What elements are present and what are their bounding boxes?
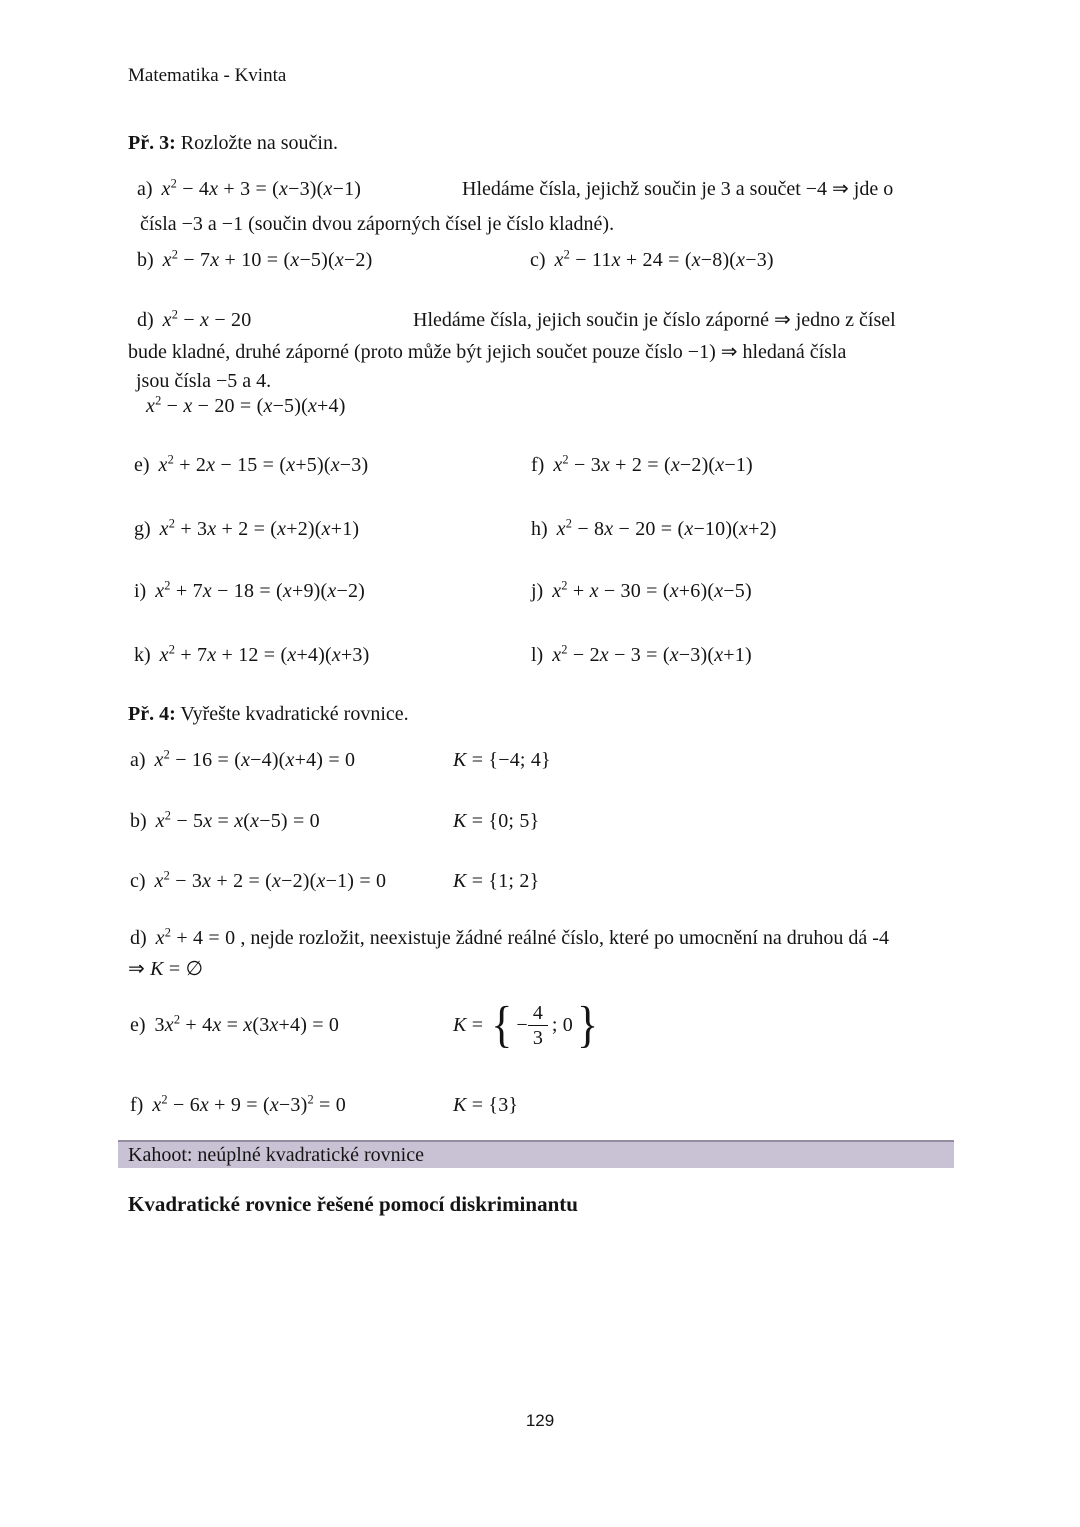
ex3-item-i-formula: $x^2 + 7x - 18 = (x+9)(x-2)$ bbox=[155, 578, 366, 602]
ex4-item-d-note: , nejde rozložit, neexistuje žádné reálné číslo, které po umocnění na druhou dá -4 bbox=[240, 927, 889, 949]
ex3-item-k-label: k) bbox=[134, 644, 151, 666]
ex4-item-e-k-suffix: ; 0 bbox=[551, 1013, 574, 1036]
ex3-item-i-label: i) bbox=[134, 580, 147, 602]
ex3-item-c-formula: $x^2 - 11x + 24 = (x-8)(x-3)$ bbox=[554, 247, 774, 271]
ex4-item-e-label: e) bbox=[130, 1014, 146, 1036]
ex3-item-a-note2: čísla −3 a −1 (součin dvou záporných čísel je číslo kladné). bbox=[140, 213, 615, 235]
ex3-item-d-note: Hledáme čísla, jejich součin je číslo záporné ⇒ jedno z čísel bbox=[413, 309, 896, 331]
ex4-item-f-label: f) bbox=[130, 1094, 144, 1116]
ex4-title-number: Př. 4: bbox=[128, 703, 176, 725]
ex3-item-c bbox=[530, 247, 774, 274]
ex3-title-text: Rozložte na součin. bbox=[180, 132, 338, 154]
ex4-item-d-label: d) bbox=[130, 927, 147, 949]
ex4-item-c-label: c) bbox=[130, 870, 146, 892]
ex3-item-f-formula: $x^2 - 3x + 2 = (x-2)(x-1)$ bbox=[553, 452, 753, 476]
ex3-item-a-note: Hledáme čísla, jejichž součin je 3 a součet −4 ⇒ jde o bbox=[462, 178, 894, 200]
ex3-item-e-formula: $x^2 + 2x - 15 = (x+5)(x-3)$ bbox=[158, 452, 369, 476]
ex4-item-d-conclusion: ⇒ K = ∅ bbox=[128, 958, 204, 980]
ex4-item-a-label: a) bbox=[130, 749, 146, 771]
ex4-item-e-fraction-sign: − bbox=[516, 1013, 528, 1036]
ex4-item-c bbox=[130, 868, 386, 895]
ex4-item-e-fraction-denominator: 3 bbox=[532, 1026, 543, 1049]
ex3-item-k bbox=[134, 642, 369, 669]
ex3-item-d-result: $x^2 - x - 20 = (x-5)(x+4)$ bbox=[146, 393, 346, 417]
ex4-item-e-open-brace: { bbox=[491, 996, 513, 1053]
ex4-item-d-formula: $x^2 + 4 = 0$ bbox=[155, 925, 236, 949]
ex3-item-h-label: h) bbox=[531, 518, 548, 540]
ex4-item-d bbox=[130, 925, 889, 952]
ex3-item-b-formula: $x^2 - 7x + 10 = (x-5)(x-2)$ bbox=[162, 247, 373, 271]
ex3-item-j-label: j) bbox=[531, 580, 544, 602]
ex4-item-c-formula: $x^2 - 3x + 2 = (x-2)(x-1) = 0$ bbox=[154, 868, 387, 892]
ex4-item-e-fraction bbox=[516, 1002, 547, 1049]
ex4-item-b-label: b) bbox=[130, 810, 147, 832]
section-heading: Kvadratické rovnice řešené pomocí diskriminantu bbox=[128, 1192, 578, 1216]
ex4-item-f bbox=[130, 1092, 346, 1119]
ex3-item-j bbox=[531, 578, 752, 605]
ex3-item-c-label: c) bbox=[530, 249, 546, 271]
ex3-item-a bbox=[137, 176, 361, 203]
ex4-item-a-solution: K = {−4; 4} bbox=[453, 749, 551, 771]
ex4-item-a bbox=[130, 747, 355, 774]
ex3-item-f bbox=[531, 452, 753, 479]
ex3-item-e-label: e) bbox=[134, 454, 150, 476]
ex3-item-d-formula: $x^2 - x - 20$ bbox=[162, 307, 252, 331]
ex4-item-e bbox=[130, 1012, 339, 1039]
ex3-item-h-formula: $x^2 - 8x - 20 = (x-10)(x+2)$ bbox=[556, 516, 777, 540]
kahoot-banner bbox=[118, 1140, 954, 1168]
ex3-title-number: Př. 3: bbox=[128, 132, 176, 154]
ex4-item-b-formula: $x^2 - 5x = x(x-5) = 0$ bbox=[155, 808, 320, 832]
ex3-item-k-formula: $x^2 + 7x + 12 = (x+4)(x+3)$ bbox=[159, 642, 370, 666]
ex3-item-g-label: g) bbox=[134, 518, 151, 540]
ex3-title bbox=[128, 130, 338, 157]
ex4-title bbox=[128, 701, 409, 728]
ex4-title-text: Vyřešte kvadratické rovnice. bbox=[180, 703, 409, 725]
ex3-item-j-formula: $x^2 + x - 30 = (x+6)(x-5)$ bbox=[552, 578, 752, 602]
ex3-item-d bbox=[137, 307, 251, 334]
ex4-item-e-close-brace: } bbox=[577, 996, 599, 1053]
ex3-item-g-formula: $x^2 + 3x + 2 = (x+2)(x+1)$ bbox=[159, 516, 360, 540]
ex4-item-e-fraction-stack bbox=[528, 1002, 548, 1049]
ex4-item-e-fraction-numerator: 4 bbox=[528, 1002, 548, 1026]
ex3-item-l-label: l) bbox=[531, 644, 544, 666]
ex3-item-d-note2: bude kladné, druhé záporné (proto může být jejich součet pouze číslo −1) ⇒ hledaná čísla bbox=[128, 341, 847, 363]
ex3-item-l bbox=[531, 642, 752, 669]
ex4-item-b bbox=[130, 808, 320, 835]
ex3-item-l-formula: $x^2 - 2x - 3 = (x-3)(x+1)$ bbox=[552, 642, 752, 666]
ex3-item-b bbox=[137, 247, 372, 274]
ex3-item-g bbox=[134, 516, 359, 543]
ex3-item-d-label: d) bbox=[137, 309, 154, 331]
ex3-item-f-label: f) bbox=[531, 454, 545, 476]
ex3-item-i bbox=[134, 578, 365, 605]
ex4-item-e-formula: $3x^2 + 4x = x(3x+4) = 0$ bbox=[154, 1012, 340, 1036]
ex4-item-a-formula: $x^2 - 16 = (x-4)(x+4) = 0$ bbox=[154, 747, 356, 771]
ex3-item-d-note3: jsou čísla −5 a 4. bbox=[136, 370, 272, 392]
ex3-item-h bbox=[531, 516, 777, 543]
ex4-item-e-solution bbox=[453, 996, 598, 1054]
ex3-item-a-formula: $x^2 - 4x + 3 = (x-3)(x-1)$ bbox=[161, 176, 362, 200]
ex3-item-b-label: b) bbox=[137, 249, 154, 271]
ex4-item-b-solution: K = {0; 5} bbox=[453, 810, 540, 832]
ex3-item-a-label: a) bbox=[137, 178, 153, 200]
kahoot-banner-label: Kahoot: neúplné kvadratické rovnice bbox=[128, 1143, 424, 1166]
ex4-item-e-k-prefix: K = bbox=[453, 1013, 484, 1036]
ex3-item-e bbox=[134, 452, 368, 479]
page-header: Matematika - Kvinta bbox=[128, 65, 287, 86]
page-number: 129 bbox=[525, 1411, 555, 1430]
ex4-item-c-solution: K = {1; 2} bbox=[453, 870, 540, 892]
ex4-item-f-solution: K = {3} bbox=[453, 1094, 519, 1116]
ex4-item-f-formula: $x^2 - 6x + 9 = (x-3)^2 = 0$ bbox=[152, 1092, 346, 1116]
